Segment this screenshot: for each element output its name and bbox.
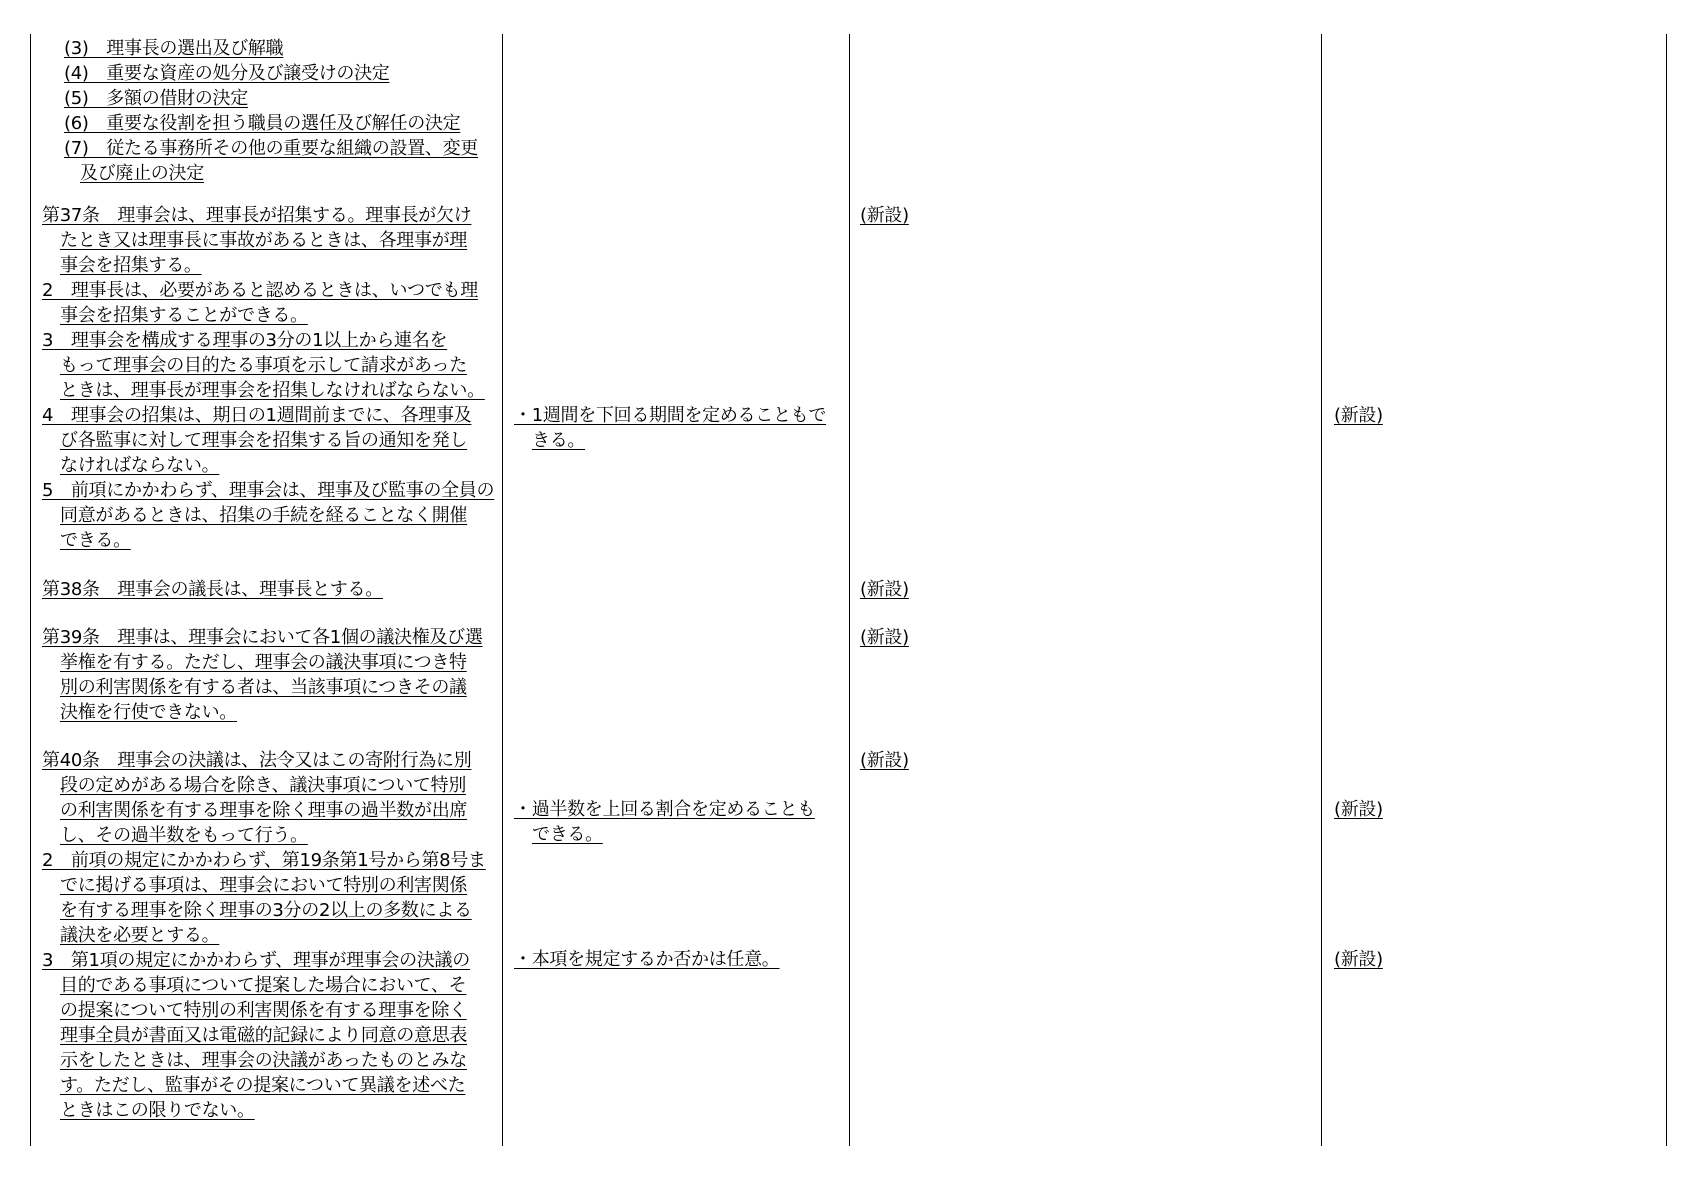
- text-line: (新設): [1334, 799, 1383, 820]
- text-line: 決権を行使できない。: [60, 702, 237, 723]
- text-line: 5 前項にかかわらず、理事会は、理事及び監事の全員の: [42, 480, 495, 501]
- note-40-1: [514, 797, 815, 847]
- text-line: 目的である事項について提案した場合において、そ: [60, 975, 467, 996]
- text-line: きる。: [532, 430, 586, 451]
- remark-marker-a: [1334, 403, 1383, 428]
- text-line: 議決を必要とする。: [60, 925, 220, 946]
- text-line: 2 前項の規定にかかわらず、第19条第1号から第8号ま: [42, 850, 486, 871]
- text-line: し、その過半数をもって行う。: [60, 825, 308, 846]
- text-line: 事会を招集する。: [60, 255, 202, 276]
- text-line: でに掲げる事項は、理事会において特別の利害関係: [60, 875, 468, 896]
- new-marker-40: [860, 748, 909, 773]
- text-line: (新設): [1334, 949, 1383, 970]
- text-line: 第38条 理事会の議長は、理事長とする。: [42, 579, 383, 600]
- text-line: (新設): [860, 579, 909, 600]
- text-line: 同意があるときは、招集の手続を経ることなく開催: [60, 505, 468, 526]
- text-line: もって理事会の目的たる事項を示して請求があった: [60, 355, 467, 376]
- article-38: [42, 577, 383, 602]
- text-line: 及び廃止の決定: [80, 163, 204, 184]
- text-line: なければならない。: [60, 455, 220, 476]
- text-line: (新設): [860, 205, 909, 226]
- new-marker-39: [860, 625, 909, 650]
- text-line: (5) 多額の借財の決定: [64, 88, 248, 109]
- item-4: [42, 61, 390, 86]
- new-marker-37: [860, 203, 909, 228]
- article-37: [42, 203, 494, 553]
- text-line: 第39条 理事は、理事会において各1個の議決権及び選: [42, 627, 483, 648]
- text-line: ・1週間を下回る期間を定めることもで: [514, 405, 827, 426]
- table-rule-1: [502, 34, 503, 1146]
- table-rule-2: [849, 34, 850, 1146]
- text-line: す。ただし、監事がその提案について異議を述べた: [60, 1075, 466, 1096]
- item-3: [42, 36, 283, 61]
- note-40-3: [514, 947, 780, 972]
- text-line: 3 第1項の規定にかかわらず、理事が理事会の決議の: [42, 950, 470, 971]
- text-line: 事会を招集することができる。: [60, 305, 308, 326]
- text-line: (3) 理事長の選出及び解職: [64, 38, 284, 59]
- text-line: ときはこの限りでない。: [60, 1100, 255, 1121]
- text-line: 別の利害関係を有する者は、当該事項につきその議: [60, 677, 467, 698]
- note-37-4: [514, 403, 826, 453]
- text-line: (新設): [860, 627, 909, 648]
- text-line: 第37条 理事会は、理事長が招集する。理事長が欠け: [42, 205, 472, 226]
- text-line: できる。: [532, 824, 603, 845]
- text-line: (6) 重要な役割を担う職員の選任及び解任の決定: [64, 113, 461, 134]
- text-line: の提案について特別の利害関係を有する理事を除く: [60, 1000, 467, 1021]
- text-line: (新設): [1334, 405, 1383, 426]
- text-line: できる。: [60, 530, 131, 551]
- text-line: ・過半数を上回る割合を定めることも: [514, 799, 815, 820]
- text-line: (7) 従たる事務所その他の重要な組織の設置、変更: [64, 138, 478, 159]
- text-line: (新設): [860, 750, 909, 771]
- text-line: の利害関係を有する理事を除く理事の過半数が出席: [60, 800, 468, 821]
- table-rule-right: [1666, 34, 1667, 1146]
- table-rule-3: [1321, 34, 1322, 1146]
- text-line: 段の定めがある場合を除き、議決事項について特別: [60, 775, 467, 796]
- text-line: 示をしたときは、理事会の決議があったものとみな: [60, 1050, 467, 1071]
- remark-marker-b: [1334, 797, 1383, 822]
- text-line: 挙権を有する。ただし、理事会の議決事項につき特: [60, 652, 467, 673]
- item-7: [42, 136, 478, 186]
- new-marker-38: [860, 577, 909, 602]
- article-39: [42, 625, 483, 725]
- article-40: [42, 748, 486, 1123]
- text-line: たとき又は理事長に事故があるときは、各理事が理: [60, 230, 468, 251]
- text-line: 4 理事会の招集は、期日の1週間前までに、各理事及: [42, 405, 472, 426]
- text-line: (4) 重要な資産の処分及び譲受けの決定: [64, 63, 390, 84]
- item-5: [42, 86, 248, 111]
- text-line: 理事全員が書面又は電磁的記録により同意の意思表: [60, 1025, 468, 1046]
- text-line: を有する理事を除く理事の3分の2以上の多数による: [60, 900, 472, 921]
- table-rule-left: [30, 34, 31, 1146]
- text-line: 第40条 理事会の決議は、法令又はこの寄附行為に別: [42, 750, 472, 771]
- text-line: 2 理事長は、必要があると認めるときは、いつでも理: [42, 280, 478, 301]
- text-line: 3 理事会を構成する理事の3分の1以上から連名を: [42, 330, 448, 351]
- item-6: [42, 111, 460, 136]
- remark-marker-c: [1334, 947, 1383, 972]
- text-line: ときは、理事長が理事会を招集しなければならない。: [60, 380, 485, 401]
- text-line: び各監事に対して理事会を招集する旨の通知を発し: [60, 430, 468, 451]
- text-line: ・本項を規定するか否かは任意。: [514, 949, 780, 970]
